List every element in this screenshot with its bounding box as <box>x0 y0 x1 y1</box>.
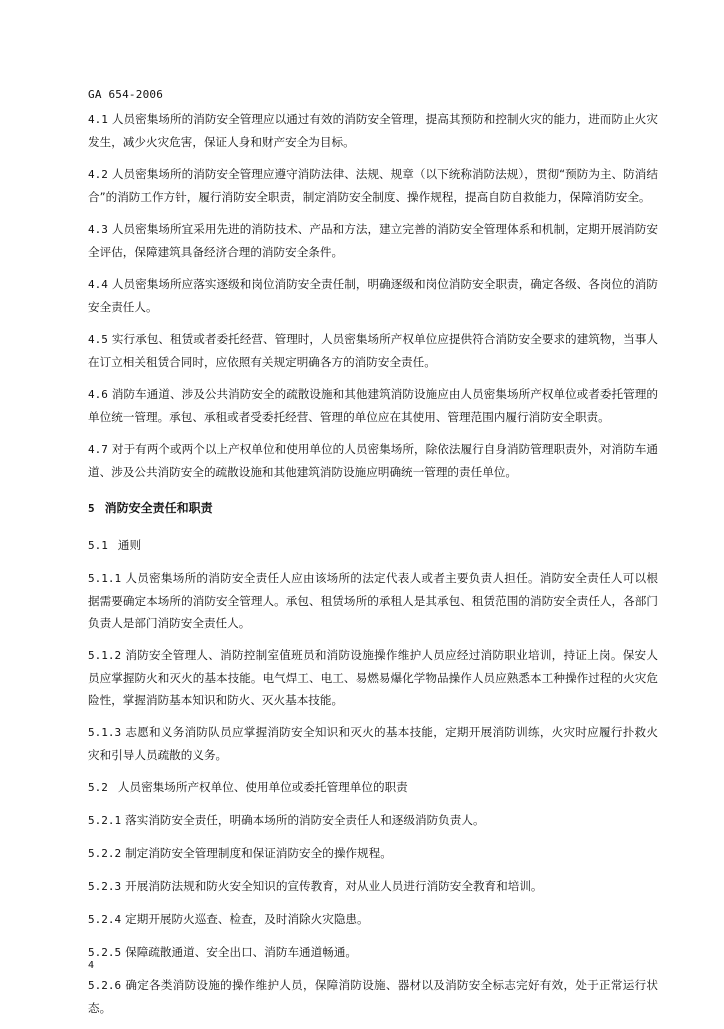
clause-5-2-1 <box>88 809 658 832</box>
clause-text: 对于有两个或两个以上产权单位和使用单位的人员密集场所，除依法履行自身消防管理职责外，对消防车通道、涉及公共消防安全的疏散设施和其他建筑消防设施应明确统一管理的责任单位。 <box>88 442 658 479</box>
standard-code: GA 654-2006 <box>88 88 164 101</box>
section-5-heading <box>88 497 658 520</box>
clause-number: 4.5 <box>88 333 108 346</box>
subsection-number: 5.2 <box>88 781 108 794</box>
clause-number: 5.1.1 <box>88 572 122 585</box>
clause-number: 4.6 <box>88 388 108 401</box>
clause-5-1-2 <box>88 644 658 711</box>
clause-number: 5.2.5 <box>88 946 122 959</box>
clause-number: 5.2.1 <box>88 814 122 827</box>
clause-text: 人员密集场所的消防安全责任人应由该场所的法定代表人或者主要负责人担任。消防安全责任人可以根据需要确定本场所的消防安全管理人。承包、租赁场所的承租人是其承包、租赁范围的消防安全责任人，各部门负责人是部门消防安全责任人。 <box>88 571 658 630</box>
clause-5-2-4 <box>88 908 658 931</box>
clause-5-1-1 <box>88 567 658 634</box>
subsection-title: 人员密集场所产权单位、使用单位或委托管理单位的职责 <box>117 780 408 794</box>
clause-number: 4.1 <box>88 113 108 126</box>
clause-number: 5.1.3 <box>88 726 122 739</box>
clause-text: 制定消防安全管理制度和保证消防安全的操作规程。 <box>125 846 392 860</box>
clause-5-2-2 <box>88 842 658 865</box>
clause-text: 保障疏散通道、安全出口、消防车通道畅通。 <box>125 945 358 959</box>
clause-4-1 <box>88 108 658 153</box>
clause-5-2-6 <box>88 974 658 1019</box>
clause-text: 落实消防安全责任，明确本场所的消防安全责任人和逐级消防负责人。 <box>125 813 485 827</box>
clause-text: 消防车通道、涉及公共消防安全的疏散设施和其他建筑消防设施应由人员密集场所产权单位或者委托管理的单位统一管理。承包、承租或者受委托经营、管理的单位应在其使用、管理范围内履行消防安全职责。 <box>88 387 658 424</box>
section-title: 消防安全责任和职责 <box>104 501 213 515</box>
subsection-5-2-heading <box>88 776 658 799</box>
clause-4-5 <box>88 328 658 373</box>
clause-text: 消防安全管理人、消防控制室值班员和消防设施操作维护人员应经过消防职业培训，持证上岗。保安人员应掌握防火和灭火的基本技能。电气焊工、电工、易燃易爆化学物品操作人员应熟悉本工种操作过程的火灾危险性，掌握消防基本知识和防火、灭火基本技能。 <box>88 648 658 707</box>
clause-number: 5.1.2 <box>88 649 122 662</box>
clause-number: 4.2 <box>88 168 108 181</box>
clause-number: 5.2.3 <box>88 880 122 893</box>
clause-number: 4.3 <box>88 223 108 236</box>
clause-text: 定期开展防火巡查、检查，及时消除火灾隐患。 <box>125 912 369 926</box>
section-number: 5 <box>88 502 95 515</box>
subsection-5-1-heading <box>88 534 658 557</box>
clause-text: 实行承包、租赁或者委托经营、管理时，人员密集场所产权单位应提供符合消防安全要求的建筑物，当事人在订立相关租赁合同时，应依照有关规定明确各方的消防安全责任。 <box>88 332 658 369</box>
subsection-title: 通则 <box>117 538 142 552</box>
clause-text: 人员密集场所宜采用先进的消防技术、产品和方法，建立完善的消防安全管理体系和机制，定期开展消防安全评估，保障建筑具备经济合理的消防安全条件。 <box>88 222 658 259</box>
clause-4-3 <box>88 218 658 263</box>
clause-5-1-3 <box>88 721 658 766</box>
clause-number: 5.2.6 <box>88 979 122 992</box>
clause-4-4 <box>88 273 658 318</box>
clause-4-6 <box>88 383 658 428</box>
clause-number: 4.7 <box>88 443 108 456</box>
clause-4-7 <box>88 438 658 483</box>
clause-text: 人员密集场所应落实逐级和岗位消防安全责任制，明确逐级和岗位消防安全职责，确定各级、各岗位的消防安全责任人。 <box>88 277 658 314</box>
clause-text: 人员密集场所的消防安全管理应以通过有效的消防安全管理，提高其预防和控制火灾的能力，进而防止火灾发生，减少火灾危害，保证人身和财产安全为目标。 <box>88 112 658 149</box>
clause-number: 4.4 <box>88 278 108 291</box>
clause-number: 5.2.4 <box>88 913 122 926</box>
clause-4-2 <box>88 163 658 208</box>
clause-number: 5.2.2 <box>88 847 122 860</box>
clause-text: 开展消防法规和防火安全知识的宣传教育，对从业人员进行消防安全教育和培训。 <box>125 879 543 893</box>
clause-text: 确定各类消防设施的操作维护人员，保障消防设施、器材以及消防安全标志完好有效，处于正常运行状态。 <box>88 978 658 1015</box>
document-body <box>88 108 658 1029</box>
clause-text: 志愿和义务消防队员应掌握消防安全知识和灭火的基本技能，定期开展消防训练，火灾时应履行扑救火灾和引导人员疏散的义务。 <box>88 725 658 762</box>
clause-5-2-5 <box>88 941 658 964</box>
clause-5-2-3 <box>88 875 658 898</box>
clause-text: 人员密集场所的消防安全管理应遵守消防法律、法规、规章（以下统称消防法规），贯彻“预防为主、防消结合”的消防工作方针，履行消防安全职责，制定消防安全制度、操作规程，提高自防自救能力，保障消防安全。 <box>88 167 658 204</box>
page-number: 4 <box>88 960 95 971</box>
subsection-number: 5.1 <box>88 539 108 552</box>
